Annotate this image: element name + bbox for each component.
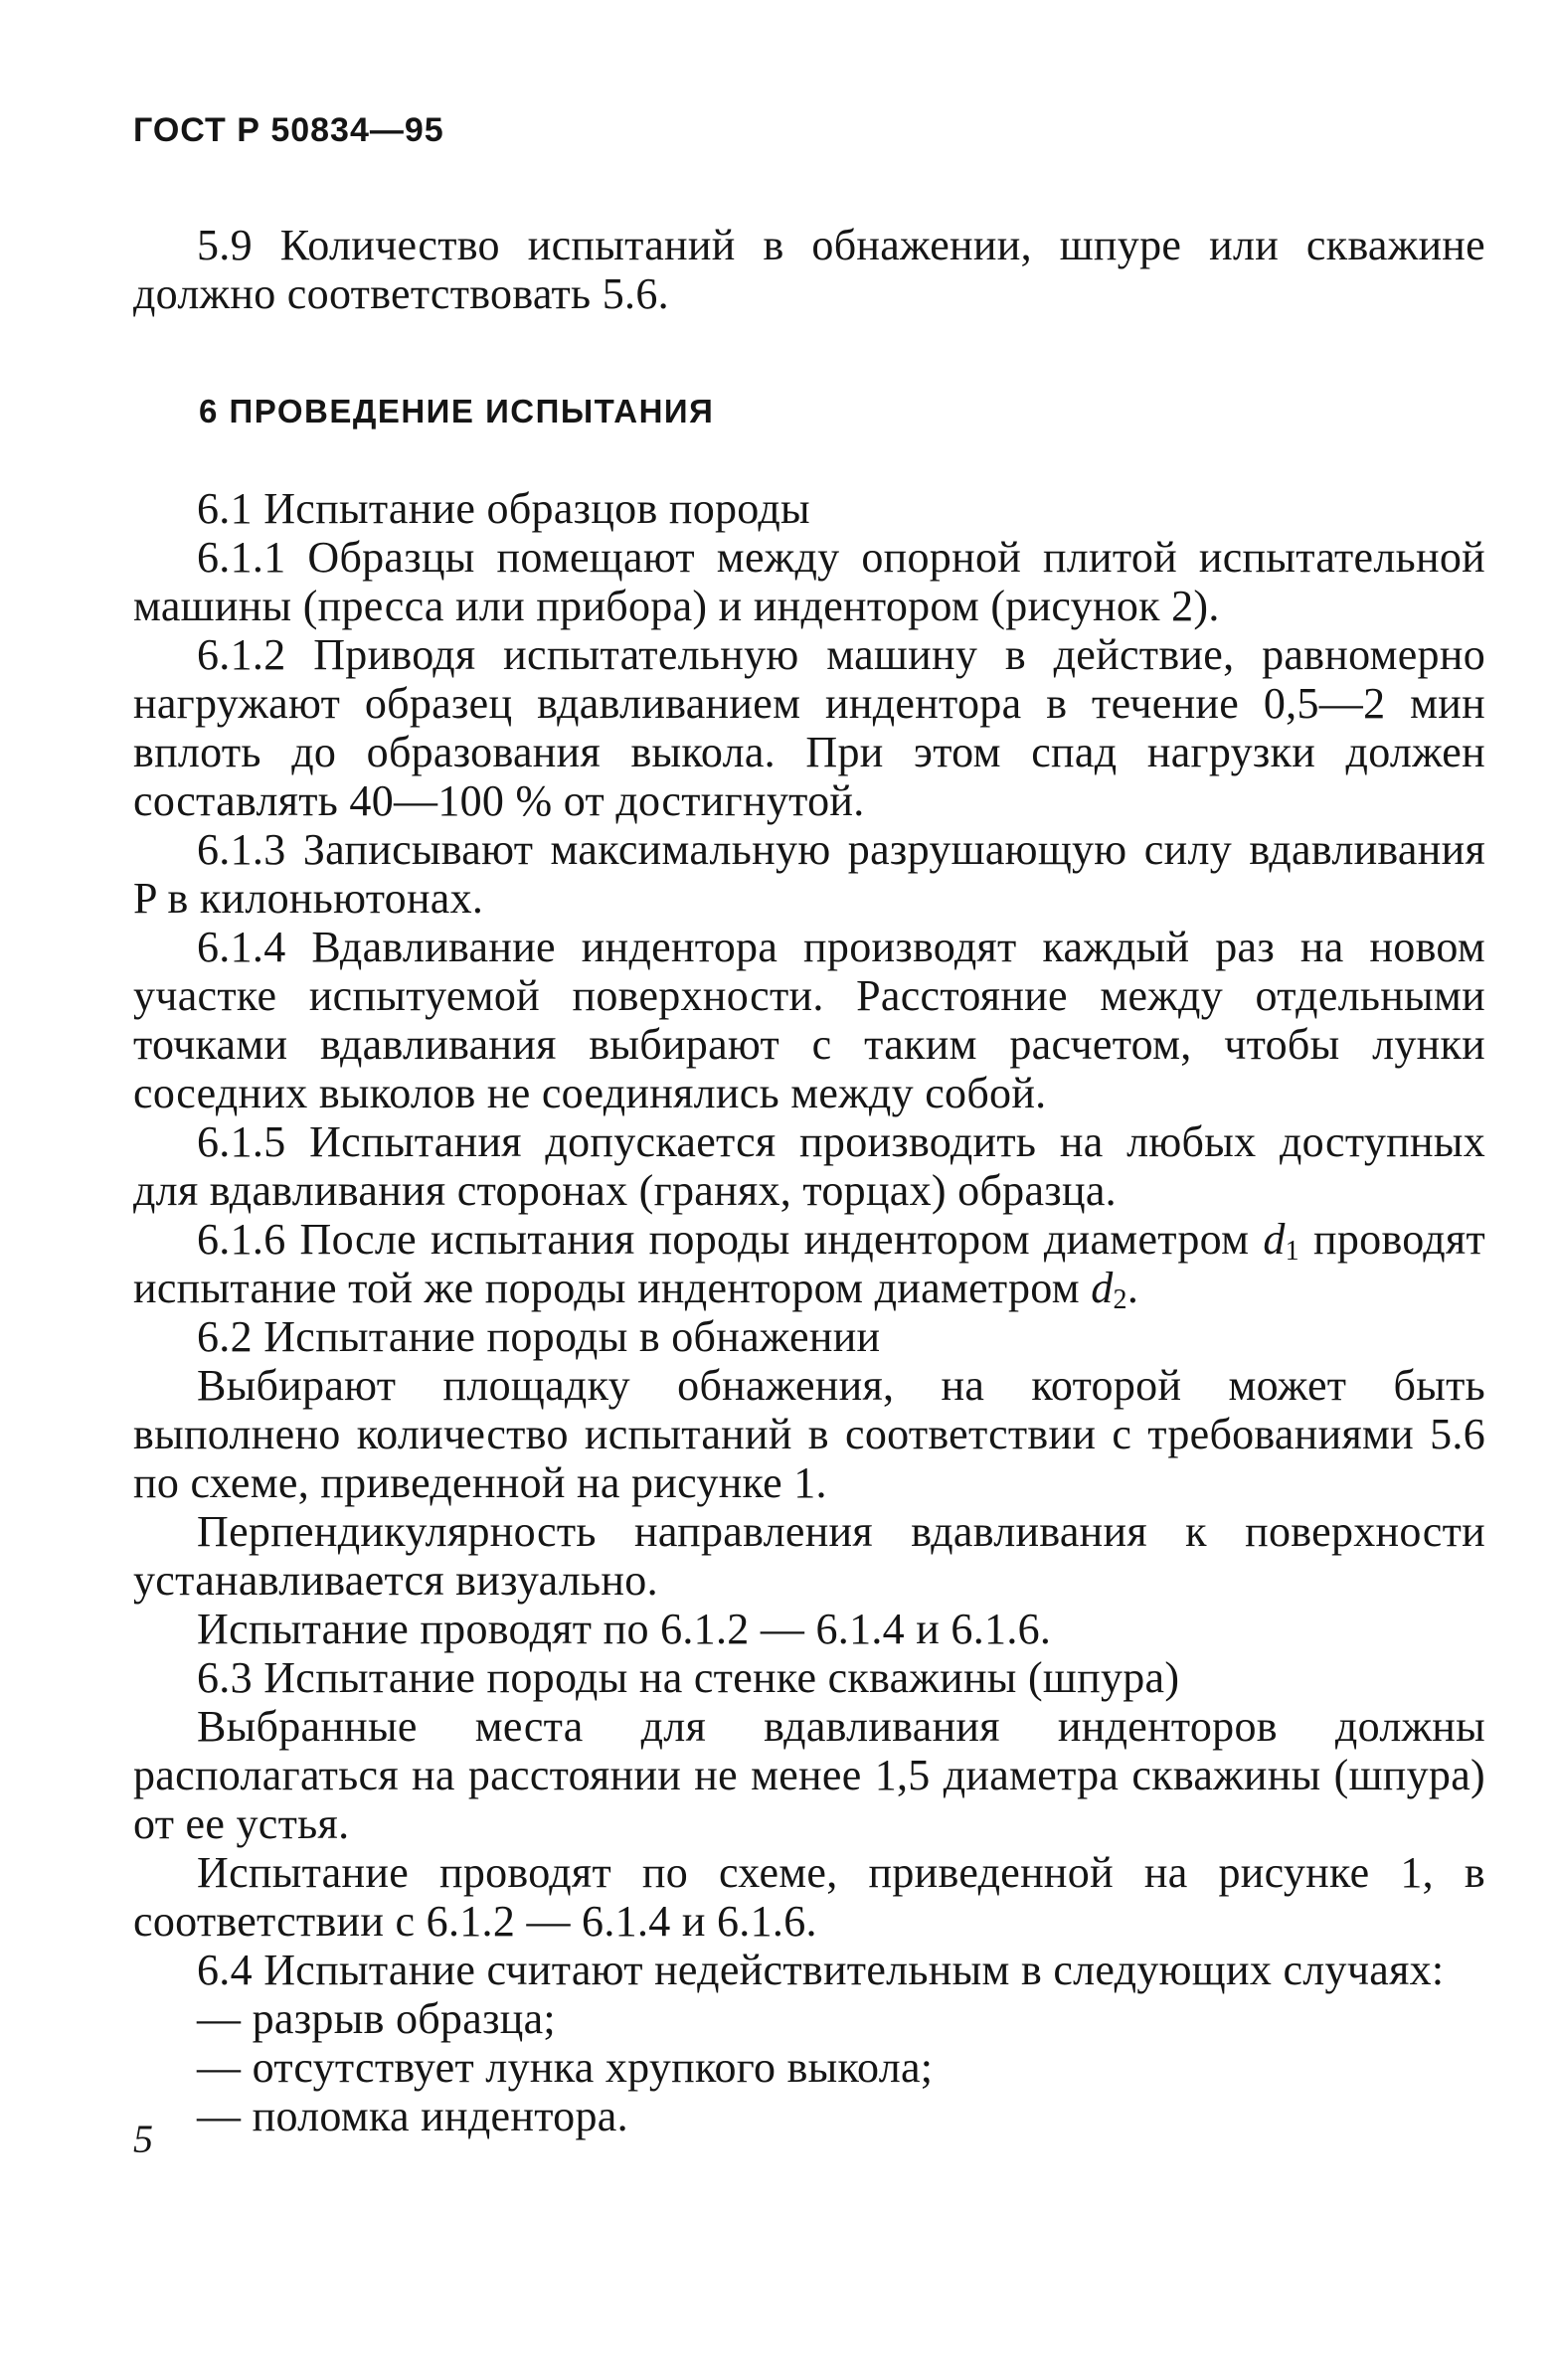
clause-6-1-4: 6.1.4 Вдавливание индентора производят каждый раз на новом участке испытуемой поверхности. Расстояние между отдельными точками вдавливания выбирают с таким расчетом, чтобы лунки соседних выколов не соединялись между собой.	[133, 923, 1485, 1117]
clause-6-1: 6.1 Испытание образцов породы	[197, 484, 810, 533]
document-header: ГОСТ Р 50834—95	[133, 111, 444, 149]
clause-5-9-block	[133, 221, 1485, 318]
section-6-body	[133, 484, 1485, 2140]
clause-6-2-para-c: Испытание проводят по 6.1.2 — 6.1.4 и 6.1.6.	[197, 1605, 1052, 1653]
list-item: — разрыв образца;	[197, 1994, 556, 2043]
clause-6-1-6-end: .	[1126, 1264, 1139, 1312]
clause-6-4: 6.4 Испытание считают недействительным в следующих случаях:	[197, 1946, 1445, 1994]
clause-6-1-1: 6.1.1 Образцы помещают между опорной плитой испытательной машины (пресса или прибора) и индентором (рисунок 2).	[133, 533, 1485, 630]
clause-6-1-6-part-a: 6.1.6 После испытания породы индентором диаметром	[197, 1215, 1264, 1264]
variable-d2: d	[1091, 1264, 1114, 1312]
clause-6-3-para-b: Испытание проводят по схеме, приведенной на рисунке 1, в соответствии с 6.1.2 — 6.1.4 и 6.1.6.	[133, 1848, 1485, 1946]
list-item: — поломка индентора.	[197, 2092, 628, 2140]
clause-6-1-5: 6.1.5 Испытания допускается производить на любых доступных для вдавливания сторонах (гранях, торцах) образца.	[133, 1117, 1485, 1215]
variable-d1-subscript: 1	[1285, 1236, 1299, 1267]
page-number: 5	[133, 2117, 153, 2161]
clause-6-1-6-part-b: проводят испытание той же породы индентором диаметром	[133, 1215, 1486, 1312]
variable-d2-subscript: 2	[1113, 1284, 1127, 1315]
clause-6-1-3: 6.1.3 Записывают максимальную разрушающую силу вдавливания P в килоньютонах.	[133, 825, 1485, 923]
clause-5-9: 5.9 Количество испытаний в обнажении, шпуре или скважине должно соответствовать 5.6.	[133, 221, 1485, 318]
clause-6-3-para-a: Выбранные места для вдавливания инденторов должны располагаться на расстоянии не менее 1,5 диаметра скважины (шпура) от ее устья.	[133, 1702, 1485, 1848]
clause-6-3: 6.3 Испытание породы на стенке скважины (шпура)	[197, 1653, 1180, 1702]
clause-6-1-2: 6.1.2 Приводя испытательную машину в действие, равномерно нагружают образец вдавливанием индентора в течение 0,5—2 мин вплоть до образования выкола. При этом спад нагрузки должен составлять 40—100 % от достигнутой.	[133, 630, 1485, 825]
clause-6-1-6	[133, 1215, 1486, 1315]
clause-6-2-para-a: Выбирают площадку обнажения, на которой может быть выполнено количество испытаний в соответствии с требованиями 5.6 по схеме, приведенной на рисунке 1.	[133, 1361, 1485, 1507]
list-item: — отсутствует лунка хрупкого выкола;	[197, 2043, 934, 2092]
clause-6-2-para-b: Перпендикулярность направления вдавливания к поверхности устанавливается визуально.	[133, 1507, 1485, 1605]
clause-6-2: 6.2 Испытание породы в обнажении	[197, 1312, 881, 1361]
variable-d1: d	[1263, 1215, 1286, 1264]
section-heading: 6 ПРОВЕДЕНИЕ ИСПЫТАНИЯ	[199, 393, 715, 429]
